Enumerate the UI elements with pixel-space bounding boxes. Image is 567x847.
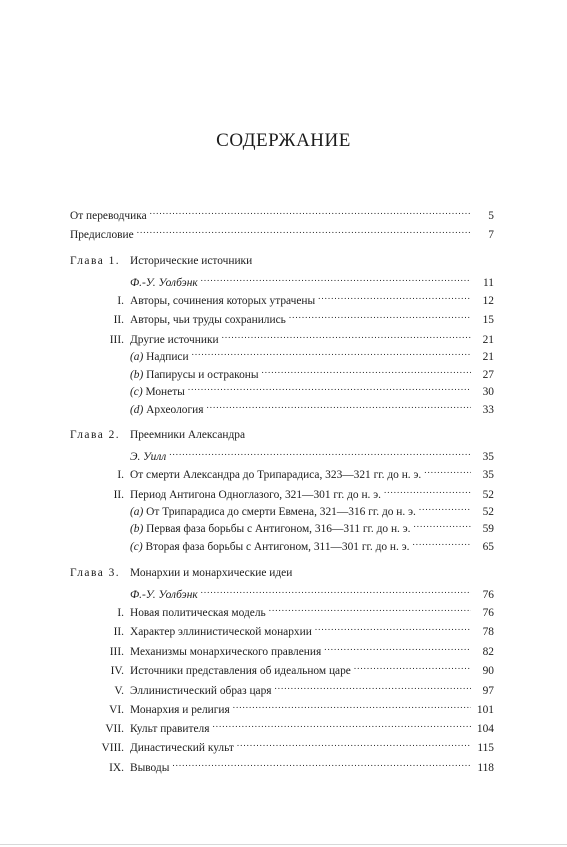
leader-dots: [324, 639, 471, 655]
leader-dots: [318, 288, 471, 304]
page-number: 104: [476, 723, 494, 735]
toc-section[interactable]: [70, 619, 494, 638]
section-title: Династический культ: [130, 742, 234, 754]
chapter-label: Глава 3.: [70, 567, 121, 579]
leader-dots: [269, 600, 471, 616]
page-number: 35: [482, 469, 494, 481]
page-number: 21: [482, 351, 494, 363]
subsection-letter: (d): [130, 404, 144, 416]
subsection-letter: (c): [130, 386, 143, 398]
page-number: 27: [482, 369, 494, 381]
subsection-title: Надписи: [146, 351, 189, 363]
leader-dots: [414, 516, 472, 532]
chapter-author: Ф.-У. Уолбэнк: [130, 277, 198, 289]
section-number: VI.: [109, 704, 124, 716]
section-number: III.: [109, 646, 124, 658]
leader-dots: [412, 534, 471, 550]
subsection-title: Первая фаза борьбы с Антигоном, 316—311 гг. до н. э.: [146, 523, 411, 535]
page-title: СОДЕРЖАНИЕ: [216, 130, 351, 151]
leader-dots: [262, 362, 471, 378]
toc-section[interactable]: [70, 307, 494, 326]
section-title: Механизмы монархического правления: [130, 646, 322, 658]
page-number: 15: [482, 314, 494, 326]
subsection-letter: (b): [130, 523, 144, 535]
subsection-title: Археология: [146, 404, 204, 416]
toc-subsection[interactable]: [70, 516, 494, 535]
section-title: Период Антигона Одноглазого, 321—301 гг. до н. э.: [130, 489, 381, 501]
toc-subsection[interactable]: [70, 397, 494, 416]
toc-section[interactable]: [70, 327, 494, 346]
chapter-author: Ф.-У. Уолбэнк: [130, 589, 198, 601]
toc-section[interactable]: [70, 735, 494, 754]
toc-section[interactable]: [70, 678, 494, 697]
section-number: II.: [113, 626, 124, 638]
chapter-2-heading[interactable]: [70, 427, 494, 443]
page-number: 97: [482, 685, 494, 697]
leader-dots: [212, 716, 471, 732]
section-number: IX.: [109, 762, 124, 774]
section-title: Культ правителя: [130, 723, 210, 735]
leader-dots: [188, 379, 471, 395]
subsection-letter: (a): [130, 351, 144, 363]
page-number: 30: [482, 386, 494, 398]
chapter-1-author[interactable]: [70, 270, 494, 289]
chapter-title: Исторические источники: [130, 255, 253, 267]
section-title: Характер эллинистической монархии: [130, 626, 312, 638]
section-title: Монархия и религия: [130, 704, 230, 716]
toc-section[interactable]: [70, 639, 494, 658]
leader-dots: [201, 582, 471, 598]
toc-section[interactable]: [70, 755, 494, 774]
page-number: 7: [488, 229, 494, 241]
leader-dots: [192, 344, 471, 360]
page-number: 101: [476, 704, 494, 716]
chapter-2-author[interactable]: [70, 444, 494, 463]
chapter-title: Преемники Александра: [130, 429, 246, 441]
page-number: 78: [482, 626, 494, 638]
page-number: 118: [477, 762, 494, 774]
toc-subsection[interactable]: [70, 379, 494, 398]
leader-dots: [384, 482, 471, 498]
page-number: 52: [482, 489, 494, 501]
toc-section[interactable]: [70, 288, 494, 307]
leader-dots: [237, 735, 471, 751]
leader-dots: [150, 203, 471, 219]
toc-entry-translator[interactable]: [70, 203, 494, 222]
chapter-label: Глава 2.: [70, 429, 121, 441]
toc-subsection[interactable]: [70, 534, 494, 553]
page-number: 90: [482, 665, 494, 677]
leader-dots: [222, 327, 471, 343]
section-number: I.: [117, 607, 124, 619]
section-title: Источники представления об идеальном царе: [130, 665, 351, 677]
toc-subsection[interactable]: [70, 344, 494, 363]
page-number: 12: [482, 295, 494, 307]
chapter-label: Глава 1.: [70, 255, 121, 267]
section-title: Новая политическая модель: [130, 607, 266, 619]
section-number: VII.: [105, 723, 124, 735]
subsection-title: Монеты: [145, 386, 185, 398]
subsection-letter: (a): [130, 506, 144, 518]
page-number: 82: [482, 646, 494, 658]
toc-section[interactable]: [70, 600, 494, 619]
toc-section[interactable]: [70, 482, 494, 501]
page-number: 76: [482, 589, 494, 601]
subsection-title: Папирусы и остраконы: [146, 369, 259, 381]
section-title: Авторы, сочинения которых утрачены: [130, 295, 316, 307]
leader-dots: [289, 307, 471, 323]
subsection-title: Вторая фаза борьбы с Антигоном, 311—301 гг. до н. э.: [145, 541, 410, 553]
page-number: 5: [488, 210, 494, 222]
leader-dots: [206, 397, 471, 413]
section-number: VIII.: [101, 742, 124, 754]
leader-dots: [424, 462, 471, 478]
page-number: 59: [482, 523, 494, 535]
toc-section[interactable]: [70, 658, 494, 677]
subsection-letter: (c): [130, 541, 143, 553]
section-title: От смерти Александра до Трипарадиса, 323—321 гг. до н. э.: [130, 469, 422, 481]
toc-subsection[interactable]: [70, 362, 494, 381]
leader-dots: [275, 678, 471, 694]
chapter-title: Монархии и монархические идеи: [130, 567, 293, 579]
toc-subsection[interactable]: [70, 499, 494, 518]
page-number: 76: [482, 607, 494, 619]
entry-text: От переводчика: [70, 210, 147, 222]
chapter-author: Э. Уилл: [130, 451, 167, 463]
chapter-3-author[interactable]: [70, 582, 494, 601]
section-title: Другие источники: [130, 334, 219, 346]
toc-section[interactable]: [70, 716, 494, 735]
section-number: III.: [109, 334, 124, 346]
toc-section[interactable]: [70, 462, 494, 481]
section-title: Выводы: [130, 762, 170, 774]
section-number: I.: [117, 469, 124, 481]
leader-dots: [137, 222, 471, 238]
section-title: Авторы, чьи труды сохранились: [130, 314, 286, 326]
chapter-3-heading[interactable]: [70, 565, 494, 581]
section-title: Эллинистический образ царя: [130, 685, 272, 697]
toc-section[interactable]: [70, 697, 494, 716]
section-number: II.: [113, 489, 124, 501]
leader-dots: [354, 658, 471, 674]
section-number: II.: [113, 314, 124, 326]
section-number: I.: [117, 295, 124, 307]
page-number: 21: [482, 334, 494, 346]
chapter-1-heading[interactable]: [70, 253, 494, 269]
page-number: 52: [482, 506, 494, 518]
leader-dots: [233, 697, 471, 713]
leader-dots: [172, 755, 471, 771]
leader-dots: [201, 270, 471, 286]
subsection-title: От Трипарадиса до смерти Евмена, 321—316 гг. до н. э.: [146, 506, 416, 518]
leader-dots: [419, 499, 471, 515]
leader-dots: [169, 444, 471, 460]
page-number: 65: [482, 541, 494, 553]
page-number: 115: [477, 742, 494, 754]
page-number: 33: [482, 404, 494, 416]
toc-entry-preface[interactable]: [70, 222, 494, 241]
section-number: V.: [114, 685, 124, 697]
page-edge-divider: [0, 844, 567, 845]
page-number: 35: [482, 451, 494, 463]
entry-text: Предисловие: [70, 229, 134, 241]
subsection-letter: (b): [130, 369, 144, 381]
leader-dots: [315, 619, 471, 635]
page-number: 11: [483, 277, 494, 289]
section-number: IV.: [110, 665, 124, 677]
